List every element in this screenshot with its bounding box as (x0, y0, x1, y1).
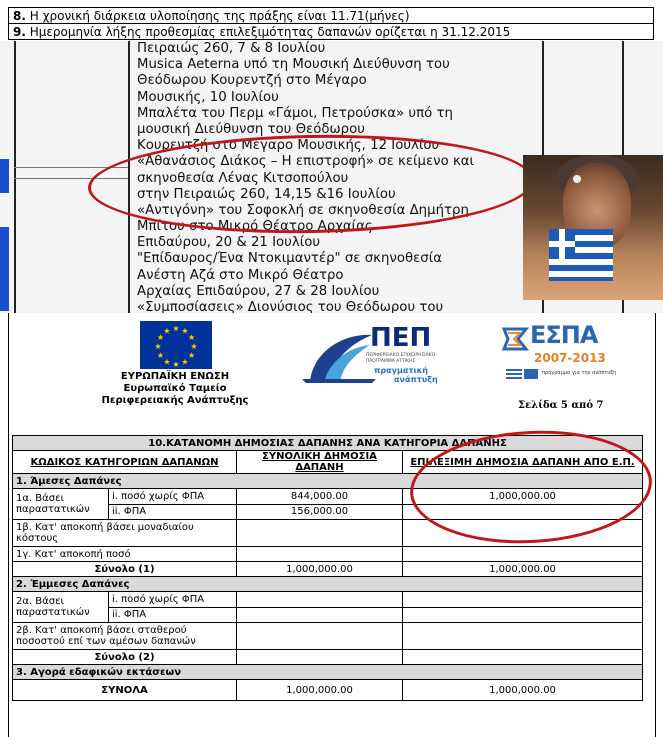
svg-text:★: ★ (190, 342, 198, 351)
svg-text:★: ★ (154, 342, 162, 351)
eu-caption-line: Ευρωπαϊκό Ταμείο (123, 383, 227, 394)
director-photo (523, 155, 663, 300)
cell-total: 1,000,000.00 (237, 562, 403, 577)
svg-text:★: ★ (188, 333, 196, 342)
pep-logo (302, 323, 472, 385)
row-sublabel: ii. ΦΠΑ (109, 607, 237, 623)
eu-flag-icon (140, 321, 212, 369)
clipping-line: "Επίδαυρος/Ένα Ντοκιμαντέρ" σε σκηνοθεσία (137, 251, 442, 267)
info-row-9 (8, 23, 654, 40)
page-of: από (571, 400, 593, 411)
clipping-line: Musica Aeterna υπό τη Μουσική Διεύθυνση του (137, 57, 450, 73)
row-label: 1β. Κατ' αποκοπή βάσει μοναδιαίου κόστους (13, 520, 237, 547)
clipping-line: Μπίτου στο Μικρό Θέατρο Αρχαίας (137, 219, 373, 235)
clipping-line: στην Πειραιώς 260, 14,15 &16 Ιουλίου (137, 186, 396, 202)
espa-tagline: πρόγραμμα για την ανάπτυξη (542, 370, 617, 376)
section-title: 1. Άμεσες Δαπάνες (13, 474, 643, 489)
row-label: 1α. Βάσει παραστατικών (13, 489, 109, 520)
clipping-line: μουσική Διεύθυνση του Θεόδωρου (137, 121, 365, 137)
divider (14, 41, 16, 313)
document-page (0, 313, 663, 737)
cell-total (237, 547, 403, 562)
greek-flag-icon (506, 369, 522, 379)
info-row-8 (8, 7, 654, 24)
espa-swirl-icon (500, 325, 530, 353)
pep-title: ΠΕΠ (370, 323, 432, 353)
eu-mini-flag-icon (524, 369, 538, 379)
table-title: 10.ΚΑΤΑΝΟΜΗ ΔΗΜΟΣΙΑΣ ΔΑΠΑΝΗΣ ΑΝΑ ΚΑΤΗΓΟΡΙΑ ΔΑΠΑΝΗΣ (13, 436, 643, 451)
clipping-line: Αρχαίας Επιδαύρου, 27 & 28 Ιουλίου (137, 283, 380, 299)
clipping-line: Μπαλέτα του Περμ «Γάμοι, Πετρούσκα» υπό τη (137, 105, 453, 121)
cell-total (237, 592, 403, 608)
svg-text:★: ★ (172, 324, 180, 333)
row-text: Ημερομηνία λήξης προθεσμίας επιλεξιμότητας δαπανών ορίζεται η 31.12.2015 (29, 25, 511, 39)
row-label: 1γ. Κατ' αποκοπή ποσό (13, 547, 237, 562)
espa-title: ΕΣΠΑ (530, 321, 598, 349)
svg-text:★: ★ (163, 357, 171, 367)
cell-eligible (403, 650, 643, 665)
clipping-line: «Αντιγόνη» του Σοφοκλή σε σκηνοθεσία Δημήτρη (137, 202, 469, 218)
page-number (518, 400, 603, 411)
pep-subtitle-4: ανάπτυξη (394, 375, 438, 384)
cell-total (237, 520, 403, 547)
espa-logo (500, 321, 617, 387)
cell-eligible (403, 607, 643, 623)
row-sublabel: i. ποσό χωρίς ΦΠΑ (109, 489, 237, 505)
row-sublabel: ii. ΦΠΑ (109, 504, 237, 520)
greek-flag-image (549, 229, 613, 281)
row-number: 9. (13, 25, 26, 39)
row-number: 8. (13, 9, 26, 23)
clipping-line: Θεόδωρου Κουρεντζή στο Μέγαρο (137, 73, 367, 89)
row-text: Η χρονική διάρκεια υλοποίησης της πράξης είναι 11.71(μήνες) (29, 9, 410, 23)
pep-subtitle-2: ΠΡΟΓΡΑΜΜΑ ΑΤΤΙΚΗΣ (366, 359, 416, 364)
section-title: 2. Έμμεσες Δαπάνες (13, 577, 643, 592)
clipping-line: Μουσικής, 10 Ιουλίου (137, 89, 279, 105)
flag-cross (549, 229, 575, 259)
photo-light (573, 175, 581, 183)
svg-text:★: ★ (172, 360, 180, 369)
cell-eligible (403, 547, 643, 562)
cell-total (237, 623, 403, 650)
clipping-line: «Αθανάσιος Διάκος – Η επιστροφή» σε κείμενο και (137, 154, 475, 170)
cell-eligible: 1,000,000.00 (403, 562, 643, 577)
svg-text:★: ★ (181, 326, 189, 336)
col-header-code: ΚΩΔΙΚΟΣ ΚΑΤΗΓΟΡΙΩΝ ΔΑΠΑΝΩΝ (13, 451, 237, 474)
clipping-line: Κουρεντζή στο Μέγαρο Μουσικής, 12 Ιουλίου (137, 138, 440, 154)
svg-text:★: ★ (156, 333, 164, 342)
svg-text:★: ★ (163, 326, 171, 336)
eu-caption-line: ΕΥΡΩΠΑΪΚΗ ΕΝΩΣΗ (120, 371, 230, 382)
clipping-line: σκηνοθεσία Λένας Κιτσοπούλου (137, 170, 349, 186)
row-label: 2α. Βάσει παραστατικών (13, 592, 109, 623)
row-sublabel: i. ποσό χωρίς ΦΠΑ (109, 592, 237, 608)
cell-total: 844,000.00 (237, 489, 403, 505)
cell-total (237, 607, 403, 623)
grand-total-label: ΣΥΝΟΛΑ (13, 680, 237, 701)
cell-eligible: 1,000,000.00 (403, 489, 643, 505)
blue-edge-mark (0, 159, 9, 193)
subtotal-label: Σύνολο (1) (13, 562, 237, 577)
grand-eligible-value: 1,000,000.00 (403, 680, 643, 701)
row-label: 2β. Κατ' αποκοπή βάσει σταθερού ποσοστού επί των αμέσων δαπανών (13, 623, 237, 650)
subtotal-label: Σύνολο (2) (13, 650, 237, 665)
svg-text:★: ★ (156, 351, 164, 360)
page-current: 5 (560, 400, 568, 411)
clipping-line: «Συμποσίασεις» Διονύσιος του Θεόδωρου του (137, 300, 444, 313)
clipping-line: Πειραιώς 260, 7 & 8 Ιουλίου (137, 41, 326, 56)
col-header-total: ΣΥΝΟΛΙΚΗ ΔΗΜΟΣΙΑ ΔΑΠΑΝΗ (237, 451, 403, 474)
page-label: Σελίδα (518, 400, 558, 411)
eu-caption (60, 371, 290, 407)
blue-edge-mark (0, 227, 9, 311)
col-header-eligible: ΕΠΙΛΕΞΙΜΗ ΔΗΜΟΣΙΑ ΔΑΠΑΝΗ ΑΠΟ Ε.Π. (403, 451, 643, 474)
grand-total-value: 1,000,000.00 (237, 680, 403, 701)
pep-subtitle-3: πραγματική (374, 366, 428, 375)
pep-subtitle-1: ΠΕΡΙΦΕΡΕΙΑΚΟ ΕΠΙΧΕΙΡΗΣΙΑΚΟ (366, 353, 436, 358)
svg-text:★: ★ (188, 351, 196, 360)
clipping-line: Ανέστη Αζά στο Μικρό Θέατρο (137, 267, 344, 283)
espa-years: 2007-2013 (534, 351, 606, 365)
cell-eligible (403, 623, 643, 650)
cell-total: 156,000.00 (237, 504, 403, 520)
page-total: 7 (596, 400, 604, 411)
eu-caption-line: Περιφερειακής Ανάπτυξης (101, 395, 249, 406)
clipping-line: Επιδαύρου, 20 & 21 Ιουλίου (137, 235, 321, 251)
cell-total (237, 650, 403, 665)
svg-text:★: ★ (181, 357, 189, 367)
cell-eligible (403, 592, 643, 608)
section-title: 3. Αγορά εδαφικών εκτάσεων (13, 665, 643, 680)
